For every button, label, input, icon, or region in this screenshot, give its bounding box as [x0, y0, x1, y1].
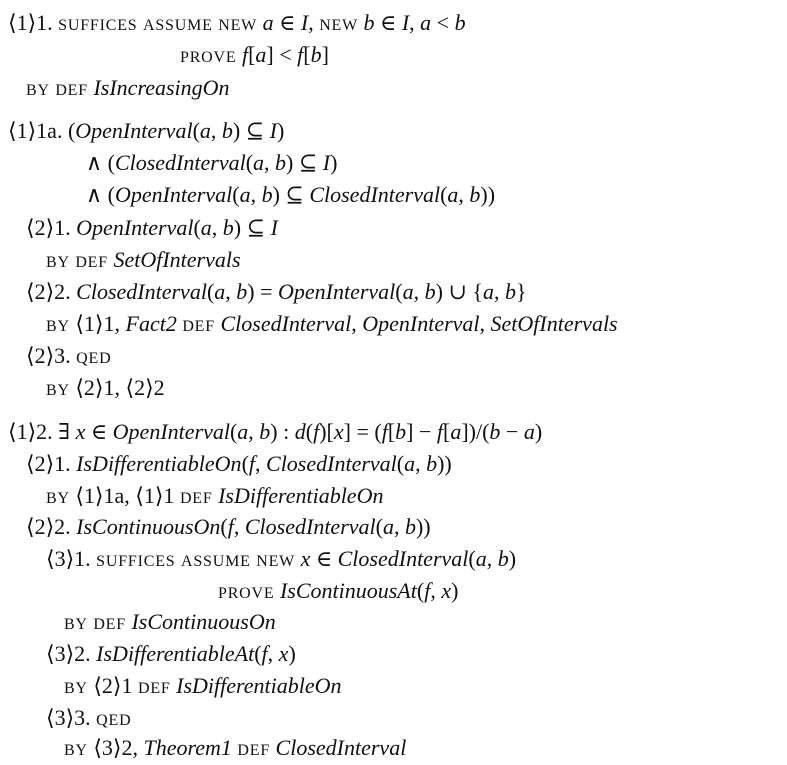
proof-line: ⟨3⟩3. QED [46, 705, 132, 730]
proof-line: ⟨3⟩1. SUFFICES ASSUME NEW x ∈ ClosedInterval(a, b) [46, 546, 517, 571]
proof-line: ⟨2⟩2. IsContinuousOn(f, ClosedInterval(a, b)) [26, 514, 431, 539]
proof-line: BY ⟨2⟩1, ⟨2⟩2 [46, 375, 165, 400]
proof-line: ∧ (OpenInterval(a, b) ⊆ ClosedInterval(a, b)) [86, 182, 496, 207]
proof-line: BY ⟨3⟩2, Theorem1 DEF ClosedInterval [64, 735, 407, 760]
proof-line: BY DEF SetOfIntervals [46, 247, 241, 272]
proof-line: ⟨1⟩1. SUFFICES ASSUME NEW a ∈ I, NEW b ∈ I, a < b [8, 10, 466, 35]
proof-line: ⟨2⟩1. IsDifferentiableOn(f, ClosedInterval(a, b)) [26, 451, 452, 476]
proof-line: ⟨2⟩1. OpenInterval(a, b) ⊆ I [26, 215, 278, 240]
proof-line: BY ⟨1⟩1, Fact2 DEF ClosedInterval, OpenInterval, SetOfIntervals [46, 311, 618, 336]
proof-line: PROVE f[a] < f[b] [180, 42, 329, 67]
proof-line: ∧ (ClosedInterval(a, b) ⊆ I) [86, 150, 338, 175]
proof-line: BY ⟨1⟩1a, ⟨1⟩1 DEF IsDifferentiableOn [46, 483, 384, 508]
proof-line: ⟨2⟩3. QED [26, 343, 112, 368]
proof-line: BY DEF IsIncreasingOn [26, 75, 230, 100]
proof-line: ⟨3⟩2. IsDifferentiableAt(f, x) [46, 641, 296, 666]
proof-line: ⟨1⟩1a. (OpenInterval(a, b) ⊆ I) [8, 118, 285, 143]
proof-line: BY DEF IsContinuousOn [64, 609, 276, 634]
proof-line: PROVE IsContinuousAt(f, x) [218, 578, 459, 603]
proof-line: BY ⟨2⟩1 DEF IsDifferentiableOn [64, 673, 342, 698]
proof-line: ⟨2⟩2. ClosedInterval(a, b) = OpenInterval(a, b) ∪ {a, b} [26, 279, 527, 304]
proof-line: ⟨1⟩2. ∃ x ∈ OpenInterval(a, b) : d(f)[x] = (f[b] − f[a])/(b − a) [8, 419, 543, 444]
